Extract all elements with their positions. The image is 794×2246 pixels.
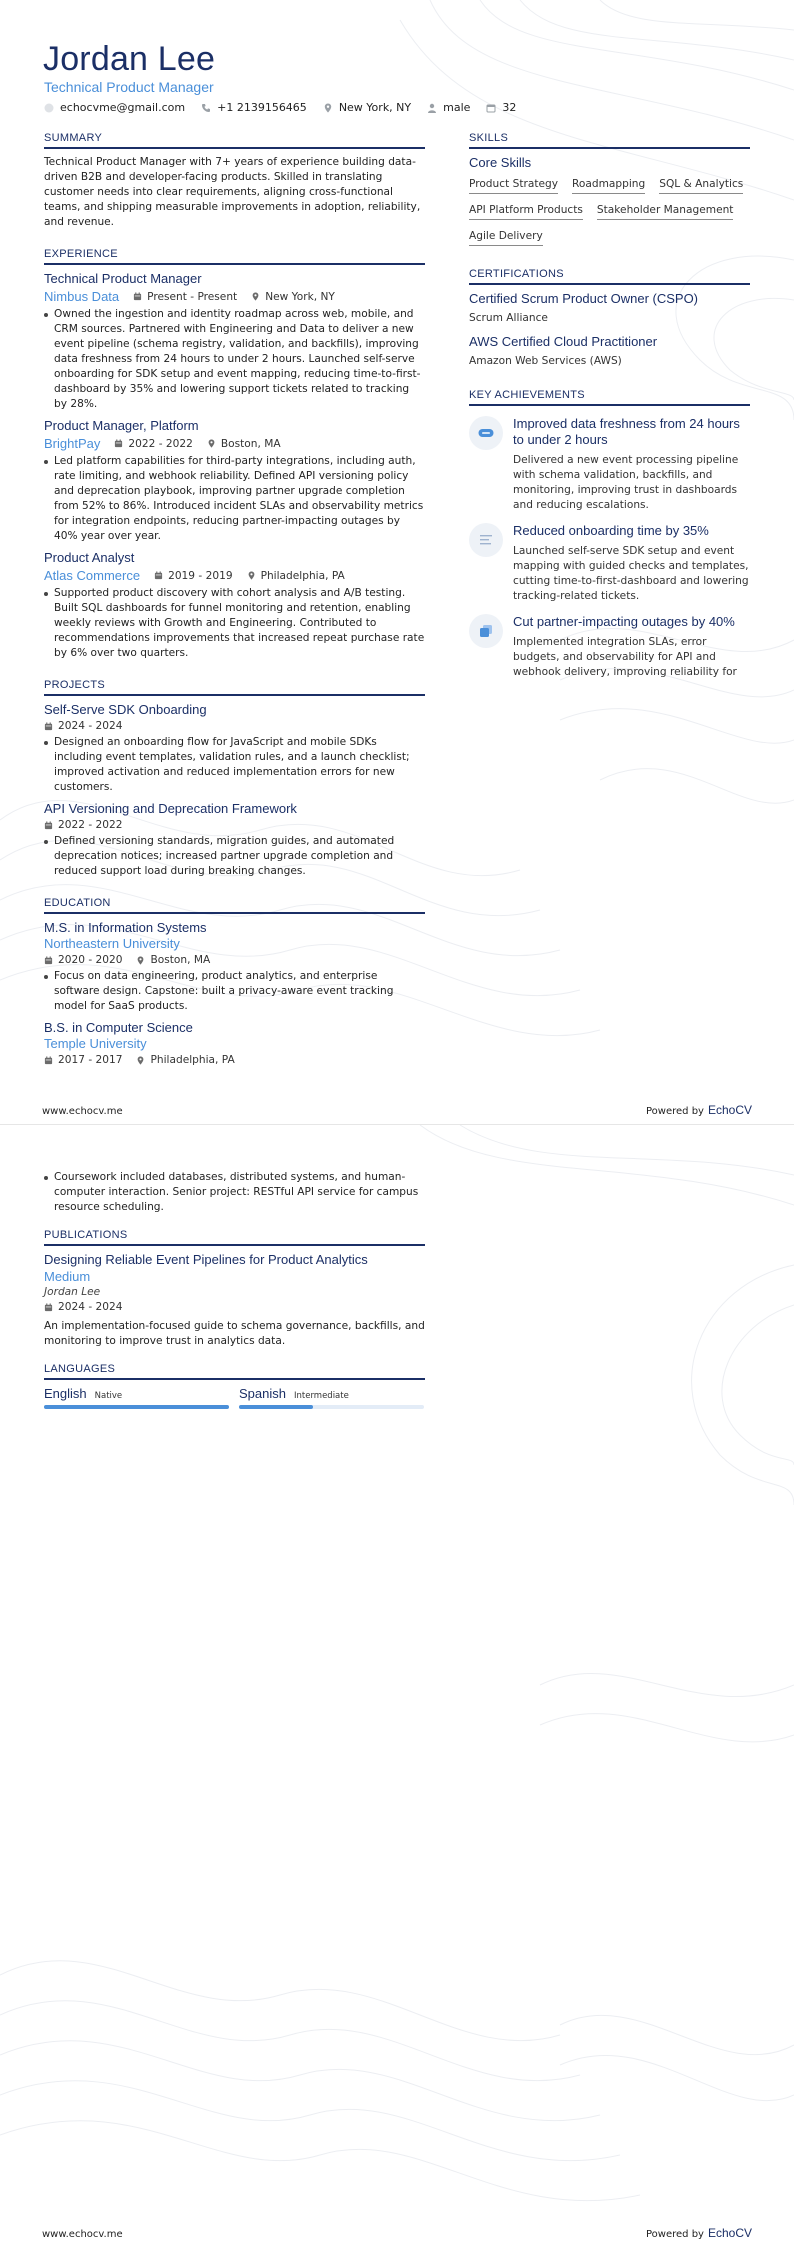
skill-group-title: Core Skills <box>469 155 532 170</box>
right-column <box>469 132 750 680</box>
skills-section <box>469 132 750 246</box>
calendar-icon <box>154 571 163 580</box>
language-bar <box>44 1405 229 1409</box>
education-section <box>44 897 425 1066</box>
language-level: Native <box>94 1391 123 1401</box>
languages-section <box>44 1363 425 1409</box>
brand-logo[interactable]: EchoCV <box>707 1103 752 1117</box>
stack-icon <box>469 614 503 648</box>
contact-gender <box>427 101 470 114</box>
job-location: Philadelphia, PA <box>260 569 345 582</box>
email-icon <box>44 103 54 113</box>
bullet-dot <box>44 1176 48 1180</box>
skill-tag: SQL & Analytics <box>659 178 743 194</box>
skill-tag: API Platform Products <box>469 204 583 220</box>
bullet-dot <box>44 975 48 979</box>
job-description: Supported product discovery with cohort analysis and A/B testing. Built SQL dashboards for funnel monitoring and retention, enabling weekly reviews with Growth and Engineering. Contributed to recommendations improvements that increased repeat purchase rate by 6% over two quarters. <box>54 587 425 659</box>
page-footer <box>42 1103 752 1117</box>
education-heading: EDUCATION <box>44 897 425 914</box>
pill-icon <box>469 416 503 450</box>
achievements-heading: KEY ACHIEVEMENTS <box>469 389 750 406</box>
publication-summary: An implementation-focused guide to schema governance, backfills, and monitoring to improve trust in analytics data. <box>44 1320 425 1347</box>
education-description: Coursework included databases, distributed systems, and human-computer interaction. Senior project: RESTful API service for campus resource scheduling. <box>54 1171 419 1213</box>
language-item <box>44 1386 229 1409</box>
achievement-title: Reduced onboarding time by 35% <box>513 523 709 538</box>
calendar-icon <box>114 439 123 448</box>
calendar-icon <box>486 103 496 113</box>
bullet-dot <box>44 741 48 745</box>
contact-email[interactable] <box>44 101 185 114</box>
experience-section <box>44 248 425 661</box>
footer-site-link[interactable]: www.echocv.me <box>42 2229 123 2240</box>
phone-icon <box>201 103 211 113</box>
language-bar-fill <box>239 1405 313 1409</box>
contact-location-text: New York, NY <box>338 101 412 114</box>
candidate-name: Jordan Lee <box>43 40 216 78</box>
language-item <box>239 1386 424 1409</box>
job-description: Led platform capabilities for third-party integrations, including auth, rate limiting, and webhook reliability. Defined API versioning policy and deprecation playbook, improving partner upgrade completion from 52% to 86%. Introduced incident SLAs and observability metrics for integration endpoints, reducing partner-impacting outages by 40% year over year. <box>54 455 424 542</box>
contact-age <box>486 101 516 114</box>
brand-logo[interactable]: EchoCV <box>707 2226 752 2240</box>
achievement-text: Implemented integration SLAs, error budgets, and observability for API and webhook delivery, improving reliability for <box>513 636 737 678</box>
left-column <box>44 132 425 1066</box>
person-icon <box>427 103 437 113</box>
job-title: Technical Product Manager <box>44 271 202 286</box>
bullet-dot <box>44 313 48 317</box>
location-icon <box>207 439 216 448</box>
project-name: Self-Serve SDK Onboarding <box>44 702 207 717</box>
certifications-section <box>469 268 750 367</box>
job-dates: Present - Present <box>147 290 238 303</box>
project-description: Defined versioning standards, migration guides, and automated deprecation notices; increased partner upgrade completion and reduced support load during breaking changes. <box>54 835 395 877</box>
calendar-icon <box>44 722 53 731</box>
experience-heading: EXPERIENCE <box>44 248 425 265</box>
school-name: Temple University <box>44 1036 147 1051</box>
skill-tag: Agile Delivery <box>469 230 543 246</box>
left-column-continued <box>44 1167 425 1409</box>
skill-tag: Product Strategy <box>469 178 558 194</box>
education-dates: 2017 - 2017 <box>58 1054 123 1066</box>
project-description: Designed an onboarding flow for JavaScript and mobile SDKs including event templates, validation rules, and a launch checklist; improved activation and reduced implementation errors for new customers. <box>54 736 410 793</box>
calendar-icon <box>44 821 53 830</box>
contact-gender-text: male <box>443 101 471 114</box>
publication-dates: 2024 - 2024 <box>58 1301 123 1313</box>
achievement-item <box>469 523 750 604</box>
achievement-title: Cut partner-impacting outages by 40% <box>513 614 735 629</box>
company-name: Atlas Commerce <box>44 568 141 583</box>
degree-name: M.S. in Information Systems <box>44 920 207 935</box>
publications-heading: PUBLICATIONS <box>44 1229 425 1246</box>
company-name: Nimbus Data <box>44 289 120 304</box>
location-icon <box>251 292 260 301</box>
publication-title: Designing Reliable Event Pipelines for Product Analytics <box>44 1252 368 1267</box>
publication-author: Jordan Lee <box>44 1286 101 1298</box>
calendar-icon <box>44 1056 53 1065</box>
project-name: API Versioning and Deprecation Framework <box>44 801 297 816</box>
degree-name: B.S. in Computer Science <box>44 1020 193 1035</box>
experience-item <box>44 550 425 661</box>
project-dates: 2022 - 2022 <box>58 819 123 831</box>
publication-publisher: Medium <box>44 1269 91 1284</box>
education-location: Philadelphia, PA <box>150 1054 235 1066</box>
calendar-icon <box>44 956 53 965</box>
location-icon <box>136 1056 145 1065</box>
job-dates: 2022 - 2022 <box>128 437 193 450</box>
language-name: English <box>44 1386 87 1401</box>
achievements-section <box>469 389 750 680</box>
project-dates: 2024 - 2024 <box>58 720 123 732</box>
achievement-title: Improved data freshness from 24 hours to under 2 hours <box>513 416 740 447</box>
location-icon <box>247 571 256 580</box>
language-bar <box>239 1405 424 1409</box>
contact-bar <box>44 101 516 114</box>
powered-by <box>646 2226 752 2240</box>
projects-section <box>44 679 425 879</box>
language-bar-fill <box>44 1405 229 1409</box>
experience-item <box>44 418 425 544</box>
footer-site-link[interactable]: www.echocv.me <box>42 1106 123 1117</box>
powered-by <box>646 1103 752 1117</box>
lines-icon <box>469 523 503 557</box>
achievement-item <box>469 614 750 680</box>
school-name: Northeastern University <box>44 936 180 951</box>
language-level: Intermediate <box>293 1391 349 1401</box>
project-item <box>44 801 425 879</box>
calendar-icon <box>133 292 142 301</box>
location-icon <box>136 956 145 965</box>
education-dates: 2020 - 2020 <box>58 954 123 966</box>
bullet-dot <box>44 592 48 596</box>
summary-section <box>44 132 425 230</box>
education-item <box>44 1020 425 1066</box>
education-item <box>44 920 425 1014</box>
publications-section <box>44 1229 425 1349</box>
skill-tag: Stakeholder Management <box>597 204 734 220</box>
calendar-icon <box>44 1303 53 1312</box>
contact-age-text: 32 <box>502 101 517 114</box>
candidate-headline: Technical Product Manager <box>44 79 214 95</box>
contact-phone-text: +1 2139156465 <box>217 101 307 114</box>
resume-page-2 <box>0 1124 794 2246</box>
education-description: Focus on data engineering, product analytics, and enterprise software design. Capstone: built a privacy-aware event tracking model for SaaS products. <box>54 970 394 1012</box>
job-location: New York, NY <box>265 290 335 303</box>
experience-item <box>44 271 425 412</box>
certification-name: AWS Certified Cloud Practitioner <box>469 334 658 349</box>
certification-name: Certified Scrum Product Owner (CSPO) <box>469 291 699 306</box>
education-location: Boston, MA <box>150 954 211 966</box>
achievement-text: Delivered a new event processing pipeline with schema validation, backfills, and monitoring, improving trust in dashboards and reducing escalations. <box>513 454 739 511</box>
skills-heading: SKILLS <box>469 132 750 149</box>
achievement-item <box>469 416 750 513</box>
skill-tags <box>469 178 750 246</box>
job-description: Owned the ingestion and identity roadmap across web, mobile, and CRM sources. Partnered with Engineering and Data to deliver a new event pipeline (schema registry, validation, and backfills), improving data freshness from 24 hours to under 2 hours. Launched self-serve onboarding for SDK setup and event mapping, reducing time-to-first-dashboard by 35% and lowering support tickets related to tracking by 28%. <box>54 308 421 410</box>
certification-issuer: Scrum Alliance <box>469 312 548 324</box>
achievement-text: Launched self-serve SDK setup and event mapping with guided checks and templates, cutting time-to-first-dashboard and lowering tracking-related tickets. <box>513 545 749 602</box>
languages-heading: LANGUAGES <box>44 1363 425 1380</box>
skill-tag: Roadmapping <box>572 178 645 194</box>
location-icon <box>323 103 333 113</box>
language-name: Spanish <box>239 1386 286 1401</box>
powered-by-label: Powered by <box>646 2229 704 2240</box>
projects-heading: PROJECTS <box>44 679 425 696</box>
contact-phone[interactable] <box>201 101 307 114</box>
contact-location <box>323 101 411 114</box>
bullet-dot <box>44 460 48 464</box>
certifications-heading: CERTIFICATIONS <box>469 268 750 285</box>
summary-text: Technical Product Manager with 7+ years of experience building data-driven B2B and developer-facing products. Skilled in translating customer needs into clear requirements, aligning cross-functional teams, and shipping measurable improvements in adoption, reliability, and revenue. <box>44 156 421 228</box>
summary-heading: SUMMARY <box>44 132 425 149</box>
job-title: Product Analyst <box>44 550 135 565</box>
education-item-continued <box>44 1170 425 1215</box>
bullet-dot <box>44 840 48 844</box>
company-name: BrightPay <box>44 436 101 451</box>
certification-issuer: Amazon Web Services (AWS) <box>469 355 622 367</box>
page-footer <box>42 2226 752 2240</box>
project-item <box>44 702 425 795</box>
job-title: Product Manager, Platform <box>44 418 199 433</box>
job-dates: 2019 - 2019 <box>168 569 233 582</box>
powered-by-label: Powered by <box>646 1106 704 1117</box>
job-location: Boston, MA <box>220 437 281 450</box>
contact-email-text: echocvme@gmail.com <box>60 101 186 114</box>
